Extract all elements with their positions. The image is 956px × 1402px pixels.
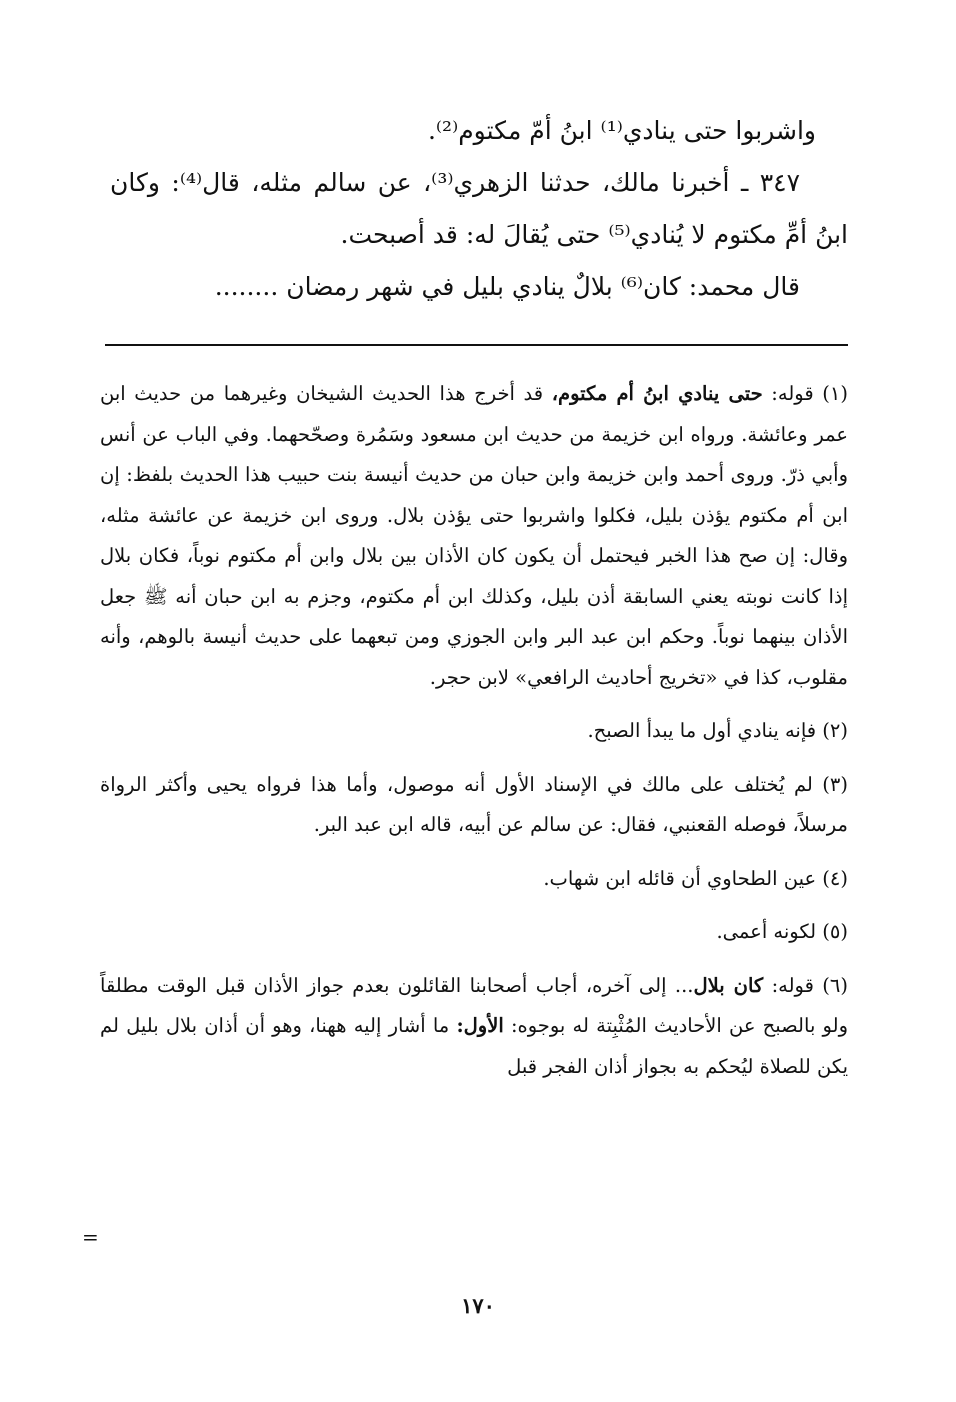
- footnote-6-text-1: ... إلى آخره، أجاب أصحابنا القائلون بعدم جواز الأذان قبل الوقت مطلقاً ولو بالصبح عن الأحاديث المُثْبِتة له بوجوه:: [100, 973, 848, 1037]
- footnote-6-number: (٦): [822, 973, 848, 997]
- footnote-6: [100, 966, 848, 1088]
- footnote-1-lead: قوله:: [762, 382, 814, 405]
- footnote-1-number: (١): [822, 382, 848, 405]
- footnote-2: (٢) فإنه ينادي أول ما يبدأ الصبح.: [587, 719, 848, 742]
- main-line-continued: واشربوا حتى ينادي⁽¹⁾ ابنُ أمّ مكتوم⁽²⁾.: [427, 116, 816, 145]
- footnote-3: (٣) لم يُختلف على مالك في الإسناد الأول أنه موصول، وأما هذا فرواه يحيى وأكثر الرواة مرسلاً، فوصله القعنبي، فقال: عن سالم عن أبيه، قاله ابن عبد البر.: [100, 772, 848, 836]
- footnote-5: (٥) لكونه أعمى.: [716, 920, 848, 943]
- footnote-1-bold: حتى ينادي ابنُ أم مكتوم،: [551, 382, 763, 405]
- hadith-347-part-a: ٣٤٧ ـ أخبرنا مالك، حدثنا الزهري⁽³⁾، عن سالم مثله،: [251, 168, 801, 197]
- continuation-mark: =: [82, 1225, 99, 1249]
- footnote-6-bold-2: الأول:: [456, 1014, 504, 1037]
- hadith-347: [110, 157, 848, 261]
- hadith-347-part-b: قال⁽⁴⁾: وكان ابنُ أمِّ مكتوم لا يُنادي⁽⁵⁾ حتى يُقالَ له: قد أصبحت.: [110, 168, 848, 249]
- footnote-6-bold-1: كان بلال: [693, 973, 764, 997]
- footnote-6-lead: قوله:: [763, 973, 814, 997]
- footnote-1: [100, 374, 848, 698]
- footnote-6-text-2: ما أشار إليه ههنا، وهو أن أذان بلال بليل لم يكن للصلاة ليُحكم به بجواز أذان الفجر قبل: [100, 1014, 848, 1078]
- muhammad-said: قال محمد: كان⁽⁶⁾ بلالٌ ينادي بليل في شهر رمضان ........: [214, 272, 800, 301]
- page-number: ١٧٠: [461, 1293, 495, 1318]
- footnotes: [100, 374, 848, 1100]
- footnote-4: (٤) عين الطحاوي أن قائله ابن شهاب.: [543, 866, 848, 890]
- footnote-divider: [105, 344, 848, 346]
- footnote-1-text: قد أخرج هذا الحديث الشيخان وغيرهما من حديث ابن عمر وعائشة. ورواه ابن خزيمة من حديث ابن مسعود وسَمُرة وصحّحهما. وفي الباب عن أنس وأبي ذرّ. وروى أحمد وابن خزيمة وابن حبان من حديث أنيسة بنت حبيب هذا الحديث بلفظ: إن ابن أم مكتوم يؤذن بليل، فكلوا واشربوا حتى يؤذن بلال. وروى ابن خزيمة عن عائشة مثله، وقال: إن صح هذا الخبر فيحتمل أن يكون كان الأذان بين بلال وابن أم مكتوم نوباً، فكان بلال إذا كانت نوبته يعني السابقة أذن بليل، وكذلك ابن أم مكتوم، وجزم به ابن حبان أنه ﷺ جعل الأذان بينهما نوباً. وحكم ابن عبد البر وابن الجوزي ومن تبعهما على حديث أنيسة بالوهم، وأنه مقلوب، كذا في «تخريج أحاديث الرافعي» لابن حجر.: [100, 382, 848, 689]
- main-text: [110, 105, 848, 313]
